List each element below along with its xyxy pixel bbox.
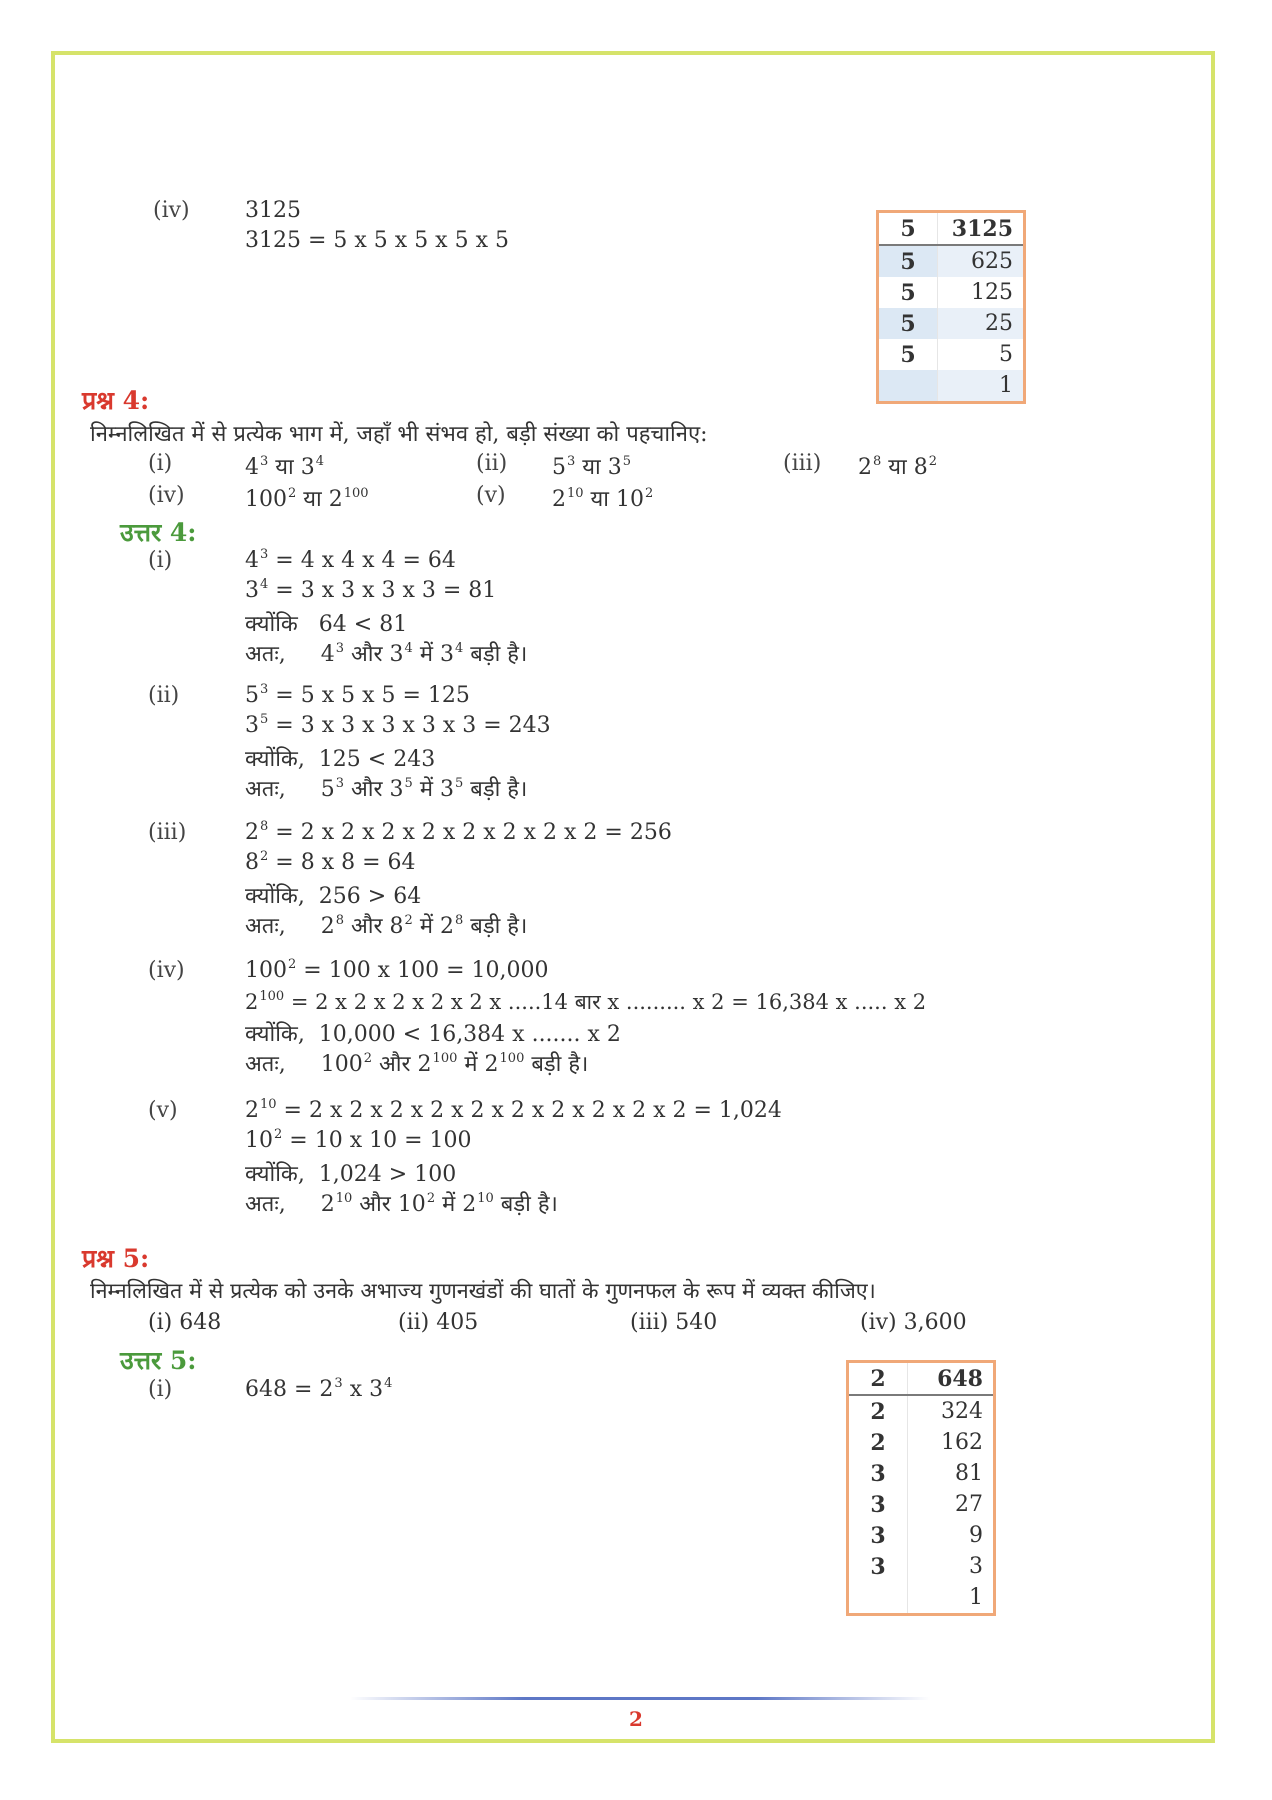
answer-line: $3^4 = 3$ x 3 x 3 x 3 = 81 bbox=[245, 577, 497, 603]
q5-option: (i) 648 bbox=[148, 1310, 222, 1335]
conclusion-line: अतः, $2^8$ और $8^2$ में $2^8$ बड़ी है। bbox=[245, 913, 528, 939]
q4-option: $2^{10}$ या $10^2$ bbox=[552, 486, 654, 512]
dividend-cell: 5 bbox=[938, 339, 1025, 370]
answer-line: $2^{100} = 2$ x 2 x 2 x 2 x 2 x .....14 बार x ......... x 2 = 16,384 x ..... x 2 bbox=[245, 989, 927, 1014]
dividend-cell: 125 bbox=[938, 277, 1025, 308]
divisor-cell bbox=[878, 370, 938, 403]
answer-part-label: (i) bbox=[148, 548, 173, 573]
part-number: 3125 bbox=[245, 198, 301, 223]
answer-line: $8^2 = 8$ x 8 = 64 bbox=[245, 849, 416, 875]
q5-option: (iv) 3,600 bbox=[860, 1310, 967, 1335]
divisor-cell: 5 bbox=[878, 212, 938, 246]
divisor-cell bbox=[848, 1582, 908, 1615]
page-number: 2 bbox=[629, 1707, 643, 1731]
q5-option: (iii) 540 bbox=[630, 1310, 718, 1335]
answer-line: $5^3 = 5$ x 5 x 5 = 125 bbox=[245, 682, 470, 708]
answer-part-label: (i) bbox=[148, 1377, 173, 1402]
factor-table-3125 bbox=[876, 210, 1026, 404]
conclusion-line: अतः, $2^{10}$ और $10^2$ में $2^{10}$ बड़ी है। bbox=[245, 1191, 558, 1217]
answer-line: $648 = 2^3$ x $3^4$ bbox=[245, 1376, 393, 1402]
q4-option-label: (ii) bbox=[476, 451, 508, 476]
answer-line: क्योंकि 64 < 81 bbox=[245, 612, 408, 637]
q4-option-label: (v) bbox=[476, 483, 506, 508]
dividend-cell: 81 bbox=[908, 1458, 995, 1489]
page-border bbox=[51, 51, 1215, 1743]
divisor-cell: 3 bbox=[870, 1491, 886, 1518]
question-5-title: प्रश्न 5: bbox=[82, 1244, 150, 1273]
answer-line: $3^5 = 3$ x 3 x 3 x 3 x 3 = 243 bbox=[245, 712, 551, 738]
question-5-statement: निम्नलिखित में से प्रत्येक को उनके अभाज्य गुणनखंडों की घातों के गुणनफल के रूप में व्यक्त कीजिए। bbox=[90, 1279, 876, 1304]
divisor-cell: 2 bbox=[848, 1362, 908, 1396]
dividend-cell: 162 bbox=[908, 1427, 995, 1458]
q4-option: $4^3$ या $3^4$ bbox=[245, 454, 325, 480]
dividend-cell: 25 bbox=[938, 308, 1025, 339]
divisor-cell: 5 bbox=[878, 245, 938, 277]
dividend-cell: 3125 bbox=[938, 212, 1025, 246]
conclusion-line: अतः, $4^3$ और $3^4$ में $3^4$ बड़ी है। bbox=[245, 641, 528, 667]
q4-option-label: (iii) bbox=[783, 451, 822, 476]
answer-line: $2^8 = 2$ x 2 x 2 x 2 x 2 x 2 x 2 x 2 = 256 bbox=[245, 819, 672, 845]
divisor-cell: 5 bbox=[900, 341, 916, 368]
answer-line: $4^3 = 4$ x 4 x 4 = 64 bbox=[245, 547, 456, 573]
q4-option: $100^2$ या $2^{100}$ bbox=[245, 486, 369, 512]
q4-option-label: (i) bbox=[148, 451, 173, 476]
answer-part-label: (ii) bbox=[148, 683, 180, 708]
divisor-cell: 2 bbox=[870, 1398, 886, 1425]
answer-line: क्योंकि, 256 > 64 bbox=[245, 884, 422, 909]
answer-line: $10^2 = 10$ x 10 = 100 bbox=[245, 1127, 472, 1153]
part-expansion: 3125 = 5 x 5 x 5 x 5 x 5 bbox=[245, 228, 509, 253]
dividend-cell: 625 bbox=[938, 245, 1025, 277]
divisor-cell: 2 bbox=[870, 1429, 886, 1456]
divisor-cell: 3 bbox=[870, 1460, 886, 1487]
answer-part-label: (iii) bbox=[148, 820, 187, 845]
answer-4-title: उत्तर 4: bbox=[120, 518, 197, 547]
dividend-cell: 3 bbox=[908, 1551, 995, 1582]
footer-divider bbox=[350, 1697, 930, 1700]
q5-option: (ii) 405 bbox=[398, 1310, 479, 1335]
q4-option-label: (iv) bbox=[148, 483, 185, 508]
answer-part-label: (v) bbox=[148, 1098, 178, 1123]
divisor-cell: 3 bbox=[870, 1553, 886, 1580]
dividend-cell: 648 bbox=[908, 1362, 995, 1396]
answer-line: $100^2 = 100$ x 100 = 10,000 bbox=[245, 957, 549, 983]
q4-option: $2^8$ या $8^2$ bbox=[858, 454, 938, 480]
divisor-cell: 3 bbox=[870, 1522, 886, 1549]
question-4-statement: निम्नलिखित में से प्रत्येक भाग में, जहाँ भी संभव हो, बड़ी संख्या को पहचानिए: bbox=[90, 422, 708, 447]
divisor-cell: 5 bbox=[900, 279, 916, 306]
answer-line: क्योंकि, 10,000 < 16,384 x ....... x 2 bbox=[245, 1022, 621, 1047]
dividend-cell: 324 bbox=[908, 1395, 995, 1427]
question-4-title: प्रश्न 4: bbox=[82, 386, 150, 415]
dividend-cell: 1 bbox=[908, 1582, 995, 1615]
answer-5-title: उत्तर 5: bbox=[120, 1346, 197, 1375]
dividend-cell: 9 bbox=[908, 1520, 995, 1551]
divisor-cell: 5 bbox=[878, 308, 938, 339]
dividend-cell: 1 bbox=[938, 370, 1025, 403]
answer-line: $2^{10} = 2$ x 2 x 2 x 2 x 2 x 2 x 2 x 2 x 2 x 2 = 1,024 bbox=[245, 1097, 782, 1123]
conclusion-line: अतः, $100^2$ और $2^{100}$ में $2^{100}$ बड़ी है। bbox=[245, 1051, 589, 1077]
dividend-cell: 27 bbox=[908, 1489, 995, 1520]
conclusion-line: अतः, $5^3$ और $3^5$ में $3^5$ बड़ी है। bbox=[245, 776, 528, 802]
part-label: (iv) bbox=[153, 198, 190, 223]
answer-line: क्योंकि, 1,024 > 100 bbox=[245, 1162, 457, 1187]
q4-option: $5^3$ या $3^5$ bbox=[552, 454, 632, 480]
factor-table-648 bbox=[846, 1360, 996, 1616]
answer-line: क्योंकि, 125 < 243 bbox=[245, 747, 436, 772]
answer-part-label: (iv) bbox=[148, 958, 185, 983]
